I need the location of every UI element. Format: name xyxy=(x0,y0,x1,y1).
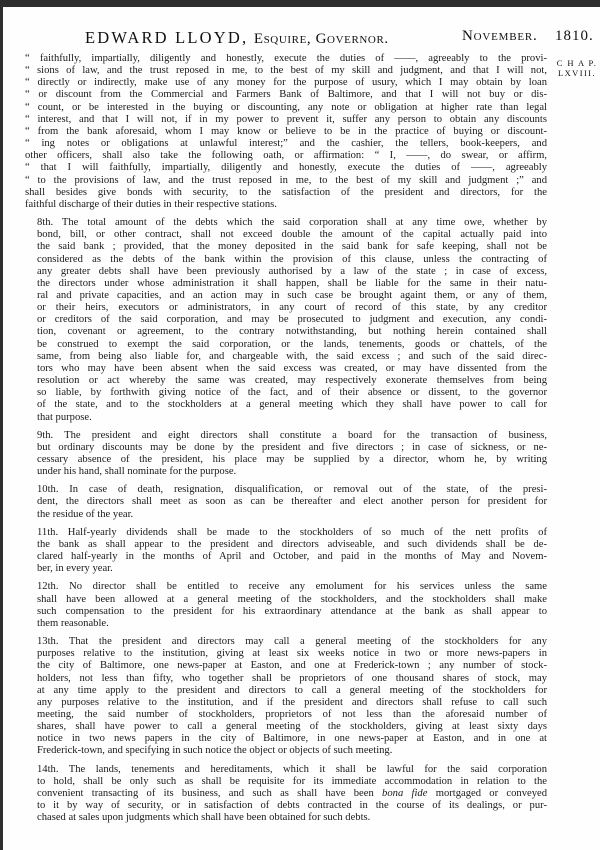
text-line: any greater debts shall have been previously authorised by a law of the state ; in case of excess, xyxy=(37,265,547,277)
header-title-main: EDWARD LLOYD, xyxy=(85,28,249,47)
paragraph-section-14 xyxy=(25,764,547,825)
text-line: the residue of the year. xyxy=(37,508,134,520)
text-line: “ ing notes or obligations at unlawful interest;” and the cashier, the tellers, book-keepers, and xyxy=(25,138,547,150)
text-line: purposes relative to the institution, giving at least six weeks notice in two or more news-papers in xyxy=(37,648,547,660)
text-line: other officers, shall also take the following oath, or affirmation: “ I, ——, do swear, or affirm, xyxy=(25,150,547,162)
text-line: “ from the bank aforesaid, whom I may know or believe to be in the practice of buying or discount- xyxy=(25,125,547,137)
header-month: November. xyxy=(462,28,538,44)
text-line: “ faithfully, impartially, diligently and honestly, execute the duties of ——, agreeably to the provi- xyxy=(25,53,547,64)
text-line: such compensation to the president for his extraordinary attendance at the bank as shall appear to xyxy=(37,605,547,617)
chapter-margin-note xyxy=(555,58,599,78)
text-line: shall besides give bonds with security, to the satisfaction of the president and directors, for the xyxy=(25,186,547,198)
scan-top-border xyxy=(0,0,600,7)
text-line: “ interest, and that I will not, if in my power to prevent it, suffer any person to obtain any discounts xyxy=(25,113,547,125)
text-line: “ directly or indirectly, make use of any money for the purpose of usury, which I may obtain by loan xyxy=(25,77,547,89)
text-line: so liable, by forthwith giving notice of the fact, and of their absence or dissent, to the governor xyxy=(37,387,547,399)
text-line: the bank as shall appear to the president and directors adviseable, and such dividends shall be de- xyxy=(37,538,547,550)
text-line: bond, bill, or other contract, shall not exceed double the amount of the capital actually paid into xyxy=(37,229,547,241)
document-body xyxy=(25,53,547,830)
text-line: shares, shall have power to call a general meeting of the stockholders, giving at least sixty days xyxy=(37,721,547,733)
text-line: the said bank ; provided, that the money deposited in the said bank for safe keeping, shall not be xyxy=(37,241,547,253)
text-line: that purpose. xyxy=(37,411,92,423)
text-line: meeting, the said number of stockholders, proprietors of not less than the aforesaid number of xyxy=(37,708,547,720)
text-line: 8th. The total amount of the debts which the said corporation shall at any time owe, whether by xyxy=(37,217,547,229)
text-line: ral and private capacities, and an action may in such case be brought againt them, or any of them, xyxy=(37,289,547,301)
text-line: chased at sales upon judgments which shall have been obtained for such debts. xyxy=(37,812,371,824)
text-line: Frederick-town, and specifying in such notice the object or objects of such meeting. xyxy=(37,745,393,757)
header-title xyxy=(85,28,389,48)
text-line: considered as the debts of the bank within the provision of this clause, unless the contracting of xyxy=(37,253,547,265)
text-line: tors who may have been absent when the said excess was created, or may have dissented from the xyxy=(37,362,547,374)
paragraph-section-12 xyxy=(25,581,547,630)
text-line: convenient transacting of its business, and such as shall have been bona fide mortgaged or conveyed xyxy=(37,787,548,799)
text-line: 14th. The lands, tenements and hereditaments, which it shall be lawful for the said corporation xyxy=(37,763,547,775)
text-line: but ordinary discounts may be done by the president and five directors ; in case of sickness, or ne- xyxy=(37,441,547,453)
text-line: tion, covenant or agreement, to the contrary notwithstanding, but nothing herein contained shall xyxy=(37,326,547,338)
text-line: 13th. That the president and directors may call a general meeting of the stockholders for any xyxy=(37,636,547,648)
text-line: faithful discharge of their duties in their respective stations. xyxy=(25,198,277,210)
text-line: 12th. No director shall be entitled to receive any emolument for his services unless the same xyxy=(37,581,547,593)
text-line: “ to the provisions of law, and the trust reposed in me, to the best of my skill and judgment ;” and xyxy=(25,174,547,186)
text-line: same, from being also liable for, and chargeable with, the said excess ; and such of the said direc- xyxy=(37,350,547,362)
header-year: 1810. xyxy=(555,28,594,44)
running-header xyxy=(85,28,595,50)
text-line: “ sions of law, and the trust reposed in me, to the best of my skill and judgment, and that I will not, xyxy=(25,65,547,77)
text-line: dent, the directors shall meet as soon as can be thereafter and elect another person for president for xyxy=(37,496,547,508)
text-line: “ count, or be interested in the buying or discounting, any note or obligation at higher rate than legal xyxy=(25,101,547,113)
text-line: under his hand, shall nominate for the purpose. xyxy=(37,466,237,478)
text-line: cessary absence of the president, his place may be supplied by a director, whom he, by writing xyxy=(37,454,547,465)
text-line: be construed to exempt the said corporation, or the lands, tenements, goods or chattels, of the xyxy=(37,338,547,350)
text-line: holders, not less than fifty, who together shall be proprietors of one thousand shares of stock, may xyxy=(37,672,547,684)
text-line: the directors under whose administration it shall happen, shall be liable for the same in their natu- xyxy=(37,277,547,289)
paragraph-section-10 xyxy=(25,484,547,520)
text-line: clared half-yearly in the months of April and October, and paid in the months of May and Novem- xyxy=(37,551,547,563)
paragraph-section-8 xyxy=(25,217,547,424)
text-line: at any time apply to the president and directors to call a general meeting of the stockholders for xyxy=(37,684,547,696)
text-line: to it by way of security, or in satisfaction of debts contracted in the course of its dealings, or pur- xyxy=(37,800,547,812)
text-line: any purposes relative to the institution, and if the president and directors shall refuse to call such xyxy=(37,696,547,708)
text-line: shall have been allowed at a general meeting of the stockholders, and the stockholders shall make xyxy=(37,593,547,605)
paragraph-section-9 xyxy=(25,430,547,479)
text-line: “ or discount from the Commercial and Farmers Bank of Baltimore, and that I will not buy or dis- xyxy=(25,89,547,101)
text-line: of the state, and to the stockholders at a general meeting which they shall have power to call for xyxy=(37,399,547,411)
header-title-rest: Esquire, Governor. xyxy=(253,31,389,47)
text-line: or creditors of the said corporation, and may be prosecuted to judgment and execution, any condi- xyxy=(37,314,547,326)
text-line: to hold, shall be only such as shall be requisite for its immediate accommodation in relation to the xyxy=(37,775,547,787)
paragraph-section-13 xyxy=(25,636,547,758)
chapter-label: C H A P. xyxy=(556,58,598,68)
text-line: resolution or act whereby the same was created, may respectively exonerate themselves from being xyxy=(37,375,547,387)
text-line: or their heirs, executors or administrators, in any court of record of this state, by any creditor xyxy=(37,302,547,314)
text-line: 11th. Half-yearly dividends shall be made to the stockholders of so much of the nett profits of xyxy=(37,526,547,538)
text-line: notice in two news papers in the city of Baltimore, in one news-paper at Easton, and in one at xyxy=(37,733,547,745)
text-line: the city of Baltimore, one news-paper at Easton, and one at Frederick-town ; any number of stock- xyxy=(37,660,547,672)
text-line: 10th. In case of death, resignation, disqualification, or removal out of the state, of the presi- xyxy=(37,484,547,496)
paragraph-oath-continuation xyxy=(25,53,547,211)
text-line: “ that I will faithfully, impartially, diligently and honestly, execute the duties of ——, agreeably xyxy=(25,162,547,174)
chapter-number: LXVIII. xyxy=(558,68,596,78)
text-line: them reasonable. xyxy=(37,617,109,629)
paragraph-section-11 xyxy=(25,527,547,576)
text-line: ber, in every year. xyxy=(37,563,113,575)
text-line: 9th. The president and eight directors shall constitute a board for the transaction of business, xyxy=(37,429,547,441)
